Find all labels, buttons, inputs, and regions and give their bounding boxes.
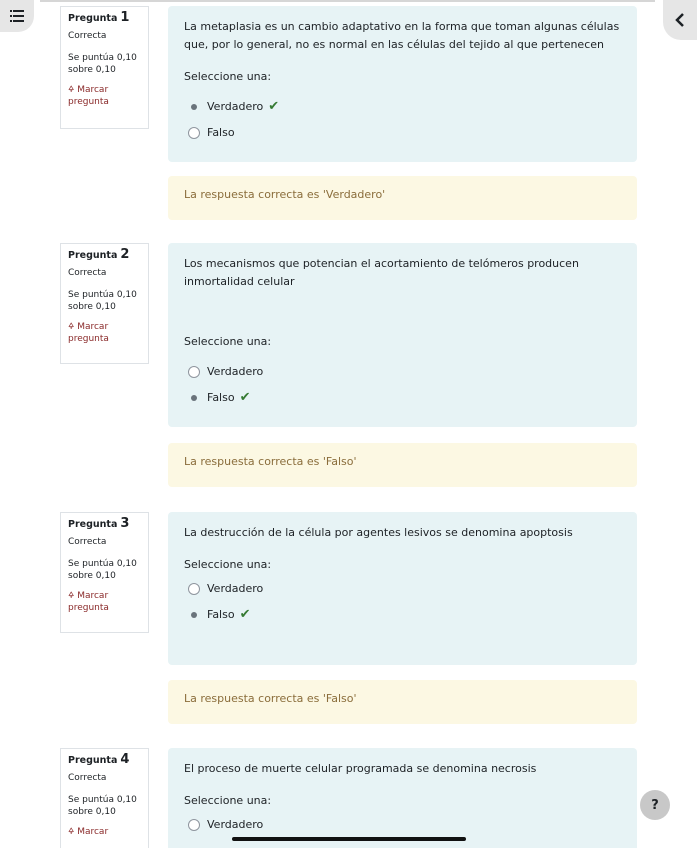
back-button[interactable]	[663, 0, 697, 40]
chevron-left-icon	[675, 13, 685, 27]
answer-label: Falso	[207, 391, 235, 404]
question-grade: Se puntúa 0,10 sobre 0,10	[68, 290, 137, 312]
correct-answer-feedback: La respuesta correcta es 'Falso'	[168, 443, 637, 487]
radio-button[interactable]	[188, 392, 200, 404]
answer-option-verdadero[interactable]	[184, 812, 621, 838]
question-state: Correcta	[68, 537, 107, 547]
answer-label: Verdadero	[207, 100, 264, 113]
answer-option-falso[interactable]	[184, 602, 621, 628]
answer-prompt: Seleccione una:	[184, 558, 272, 571]
question-number: Pregunta 1	[68, 10, 130, 25]
answer-label: Verdadero	[207, 818, 264, 831]
question-state: Correcta	[68, 268, 107, 278]
question-number: Pregunta 2	[68, 247, 130, 262]
flag-question-link[interactable]: 🜍︎ Marcar	[68, 827, 109, 837]
answer-label: Verdadero	[207, 582, 264, 595]
radio-button[interactable]	[188, 583, 200, 595]
answer-prompt: Seleccione una:	[184, 794, 272, 807]
question-formulation	[168, 6, 637, 162]
flag-question-link[interactable]: 🜍︎ Marcar pregunta	[68, 85, 109, 107]
question-info	[60, 243, 149, 364]
question-info	[60, 512, 149, 633]
question-number: Pregunta 4	[68, 752, 130, 767]
answer-label: Falso	[207, 608, 235, 621]
answer-label: Verdadero	[207, 365, 264, 378]
answer-prompt: Seleccione una:	[184, 70, 272, 83]
question-info	[60, 748, 149, 848]
top-divider	[40, 0, 655, 2]
home-indicator[interactable]	[232, 837, 466, 841]
answer-prompt: Seleccione una:	[184, 335, 272, 348]
question-state: Correcta	[68, 773, 107, 783]
correct-answer-feedback: La respuesta correcta es 'Verdadero'	[168, 176, 637, 220]
question-formulation	[168, 243, 637, 427]
check-icon: ✔	[239, 390, 251, 405]
check-icon: ✔	[268, 99, 280, 114]
question-state: Correcta	[68, 31, 107, 41]
question-text: La destrucción de la célula por agentes lesivos se denomina apoptosis	[184, 526, 573, 539]
flag-question-link[interactable]: 🜍︎ Marcar pregunta	[68, 322, 109, 344]
menu-toggle-button[interactable]	[0, 0, 34, 32]
question-formulation	[168, 748, 637, 848]
hamburger-list-icon	[10, 10, 24, 22]
help-button[interactable]: ?	[640, 790, 670, 820]
answer-label: Falso	[207, 126, 235, 139]
question-formulation	[168, 512, 637, 665]
answer-option-falso[interactable]	[184, 120, 621, 146]
answer-option-verdadero[interactable]	[184, 359, 621, 385]
question-text: Los mecanismos que potencian el acortamiento de telómeros producen inmortalidad celular	[184, 257, 579, 288]
answer-option-verdadero[interactable]	[184, 576, 621, 602]
radio-button[interactable]	[188, 819, 200, 831]
radio-button[interactable]	[188, 101, 200, 113]
radio-button[interactable]	[188, 127, 200, 139]
correct-answer-feedback: La respuesta correcta es 'Falso'	[168, 680, 637, 724]
check-icon: ✔	[239, 607, 251, 622]
question-number: Pregunta 3	[68, 516, 130, 531]
radio-button[interactable]	[188, 609, 200, 621]
answer-option-verdadero[interactable]	[184, 94, 621, 120]
question-grade: Se puntúa 0,10 sobre 0,10	[68, 559, 137, 581]
question-grade: Se puntúa 0,10 sobre 0,10	[68, 53, 137, 75]
answer-option-falso[interactable]	[184, 385, 621, 411]
question-grade: Se puntúa 0,10 sobre 0,10	[68, 795, 137, 817]
question-text: La metaplasia es un cambio adaptativo en la forma que toman algunas células que, por lo general, no es normal en las células del tejido al que pertenecen	[184, 20, 620, 51]
radio-button[interactable]	[188, 366, 200, 378]
question-info	[60, 6, 149, 129]
flag-question-link[interactable]: 🜍︎ Marcar pregunta	[68, 591, 109, 613]
question-text: El proceso de muerte celular programada se denomina necrosis	[184, 762, 537, 775]
